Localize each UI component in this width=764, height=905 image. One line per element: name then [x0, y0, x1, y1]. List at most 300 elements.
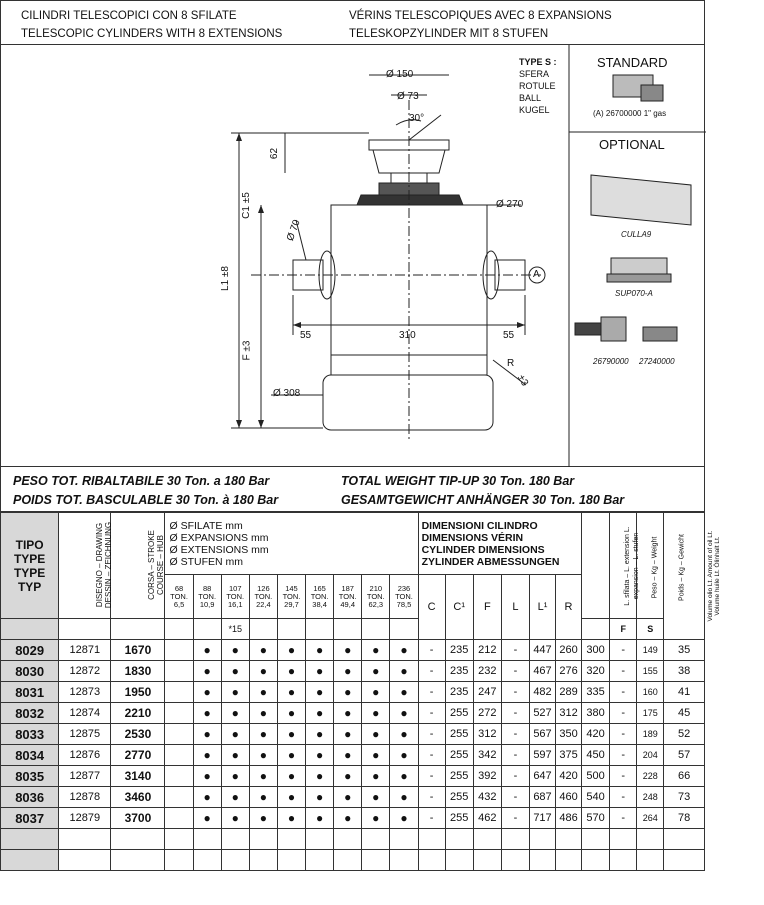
table-row — [1, 808, 705, 829]
tipo-de: TYP — [17, 579, 42, 594]
dim-d150: Ø 150 — [386, 69, 414, 80]
vol-cell: 66 — [664, 766, 705, 787]
note-cell-3 — [249, 619, 277, 640]
ext-col-label: L. sfilata – L. extension L. expansion – L. stufen — [624, 525, 641, 606]
weight-fr: POIDS TOT. BASCULABLE 30 Ton. à 180 Bar — [13, 493, 279, 507]
empty-cell — [390, 829, 418, 850]
empty-cell — [445, 829, 473, 850]
type-cell: 8036 — [1, 787, 59, 808]
c1-cell: 235 — [445, 640, 473, 661]
ext-cell: 570 — [582, 808, 610, 829]
c-cell: - — [418, 766, 445, 787]
table-row — [1, 682, 705, 703]
dim-d70: Ø 70 — [284, 218, 303, 243]
sfilate-de: Ø STUFEN mm — [169, 555, 243, 568]
r-cell: 420 — [556, 766, 582, 787]
stage-dot-5: ● — [306, 766, 334, 787]
stage-d-6: 187 — [341, 583, 354, 593]
ext-col-header — [582, 513, 641, 619]
drawing-cell: 12879 — [59, 808, 111, 829]
c-cell: - — [418, 640, 445, 661]
f-cell: 432 — [473, 787, 501, 808]
stage-dot-7: ● — [362, 724, 390, 745]
stroke-cell: 3700 — [111, 808, 165, 829]
stage-dot-7: ● — [362, 640, 390, 661]
optional-label: OPTIONAL — [599, 137, 665, 152]
type-cell: 8035 — [1, 766, 59, 787]
stage-dot-6: ● — [334, 640, 362, 661]
stroke-cell: 1830 — [111, 661, 165, 682]
note-cell-8 — [390, 619, 418, 640]
stage-dot-6: ● — [334, 661, 362, 682]
stage-dot-0 — [165, 682, 193, 703]
empty-cell — [249, 829, 277, 850]
empty-cell — [529, 829, 555, 850]
stroke-cell: 3140 — [111, 766, 165, 787]
dim-w55b: 55 — [503, 330, 515, 341]
stage-dot-6: ● — [334, 682, 362, 703]
l-cell: - — [501, 640, 529, 661]
l1-cell: 467 — [529, 661, 555, 682]
title-de: TELESKOPZYLINDER MIT 8 STUFEN — [349, 28, 549, 40]
poids-col-label: Poids – Kg – Gewicht — [678, 533, 686, 601]
l-cell: - — [501, 745, 529, 766]
vol-col-label: Volume olio Lt. Amount of oil Lt. Volume huile Lt. Ölinhalt Lt. — [707, 529, 722, 622]
stage-header-1 — [193, 575, 221, 619]
empty-cell — [582, 850, 610, 871]
header-row-1 — [1, 513, 705, 575]
stage-dot-1: ● — [193, 766, 221, 787]
stage-dot-2: ● — [221, 703, 249, 724]
stage-ton-3: TON. — [254, 591, 273, 601]
weight-s-cell: 155 — [637, 661, 664, 682]
l1-cell: 687 — [529, 787, 555, 808]
table-row — [1, 661, 705, 682]
stage-dot-6: ● — [334, 745, 362, 766]
stroke-cell: 1950 — [111, 682, 165, 703]
weight-f-cell: - — [610, 808, 637, 829]
stage-dot-1: ● — [193, 682, 221, 703]
stage-dot-2: ● — [221, 766, 249, 787]
stage-header-2 — [221, 575, 249, 619]
stage-dot-2: ● — [221, 724, 249, 745]
stage-dot-7: ● — [362, 745, 390, 766]
empty-cell — [390, 850, 418, 871]
ext-cell: 420 — [582, 724, 610, 745]
type-s-2: ROTULE — [519, 81, 556, 91]
stage-t-3: 22,4 — [256, 599, 271, 609]
dim-h62: 62 — [269, 147, 281, 160]
drawing-cell: 12874 — [59, 703, 111, 724]
c-cell: - — [418, 703, 445, 724]
stage-dot-8: ● — [390, 787, 418, 808]
weight-s-cell: 149 — [637, 640, 664, 661]
stage-dot-2: ● — [221, 682, 249, 703]
l1-cell: 447 — [529, 640, 555, 661]
dim-d73: Ø 73 — [397, 91, 419, 102]
empty-cell — [277, 829, 305, 850]
stage-dot-0 — [165, 703, 193, 724]
dim-label-1: C¹ — [445, 575, 473, 640]
r-cell: 289 — [556, 682, 582, 703]
empty-cell — [165, 850, 193, 871]
stage-dot-1: ● — [193, 724, 221, 745]
stage-dot-5: ● — [306, 661, 334, 682]
empty-cell — [582, 829, 610, 850]
stage-dot-7: ● — [362, 787, 390, 808]
stage-dot-6: ● — [334, 787, 362, 808]
stage-dot-3: ● — [249, 808, 277, 829]
stage-d-5: 165 — [313, 583, 326, 593]
r-cell: 486 — [556, 808, 582, 829]
stage-dot-8: ● — [390, 724, 418, 745]
technical-drawing-area — [0, 45, 705, 467]
weight-de: GESAMTGEWICHT ANHÄNGER 30 Ton. 180 Bar — [341, 493, 625, 507]
stage-d-7: 210 — [369, 583, 383, 593]
weight-s-cell: 189 — [637, 724, 664, 745]
stage-ton-1: TON. — [198, 591, 217, 601]
l1-cell: 567 — [529, 724, 555, 745]
ext-cell: 450 — [582, 745, 610, 766]
standard-caption: (A) 26700000 1" gas — [593, 109, 667, 118]
empty-cell — [59, 850, 111, 871]
stage-header-7 — [362, 575, 390, 619]
stage-dot-4: ● — [277, 724, 305, 745]
stroke-blank — [111, 619, 165, 640]
stage-dot-0 — [165, 787, 193, 808]
l-cell: - — [501, 787, 529, 808]
empty-row — [1, 850, 705, 871]
stage-dot-3: ● — [249, 724, 277, 745]
stage-dot-5: ● — [306, 640, 334, 661]
empty-cell — [306, 829, 334, 850]
stage-dot-3: ● — [249, 745, 277, 766]
empty-row — [1, 829, 705, 850]
stage-dot-0 — [165, 808, 193, 829]
empty-cell — [111, 850, 165, 871]
empty-cell — [221, 829, 249, 850]
f-cell: 247 — [473, 682, 501, 703]
stage-dot-3: ● — [249, 787, 277, 808]
stage-dot-3: ● — [249, 682, 277, 703]
empty-cell — [556, 829, 582, 850]
stage-dot-0 — [165, 661, 193, 682]
stage-header-3 — [249, 575, 277, 619]
weight-f-cell: - — [610, 661, 637, 682]
l-cell: - — [501, 808, 529, 829]
empty-cell — [362, 850, 390, 871]
stage-d-0: 68 — [174, 583, 184, 593]
empty-cell — [249, 850, 277, 871]
stage-ton-8: TON. — [395, 591, 413, 601]
marker-a: A — [533, 269, 540, 280]
empty-cell — [445, 850, 473, 871]
weight-s-cell: 204 — [637, 745, 664, 766]
stage-dot-5: ● — [306, 724, 334, 745]
stage-header-4 — [277, 575, 305, 619]
r-cell: 260 — [556, 640, 582, 661]
stage-ton-0: TON. — [170, 591, 188, 601]
stage-dot-2: ● — [221, 640, 249, 661]
part2-label: 27240000 — [639, 357, 675, 366]
stage-dot-1: ● — [193, 787, 221, 808]
weight-s-cell: 160 — [637, 682, 664, 703]
title-fr: VÉRINS TELESCOPIQUES AVEC 8 EXPANSIONS — [349, 10, 612, 22]
sfilate-en: Ø EXTENSIONS mm — [169, 543, 269, 556]
table-body — [1, 513, 722, 871]
stage-t-4: 29,7 — [284, 599, 299, 609]
table-row — [1, 745, 705, 766]
table-row — [1, 766, 705, 787]
c1-cell: 255 — [445, 808, 473, 829]
stage-t-5: 38,4 — [312, 599, 327, 609]
vol-cell: 45 — [664, 703, 705, 724]
stage-dot-4: ● — [277, 682, 305, 703]
r-cell: 276 — [556, 661, 582, 682]
drawing-cell: 12872 — [59, 661, 111, 682]
stage-dot-5: ● — [306, 745, 334, 766]
empty-cell — [334, 829, 362, 850]
stage-dot-0 — [165, 640, 193, 661]
empty-cell — [418, 850, 445, 871]
ext-cell: 335 — [582, 682, 610, 703]
dim-en: CYLINDER DIMENSIONS — [421, 543, 545, 556]
s-label: S — [637, 619, 664, 640]
stage-dot-4: ● — [277, 787, 305, 808]
page-header — [0, 0, 705, 45]
type-s-0: TYPE S : — [519, 57, 557, 67]
stage-dot-6: ● — [334, 766, 362, 787]
stage-dot-6: ● — [334, 808, 362, 829]
type-s-4: KUGEL — [519, 105, 550, 115]
type-cell: 8031 — [1, 682, 59, 703]
dim-f: F ±3 — [241, 340, 253, 361]
stage-dot-8: ● — [390, 808, 418, 829]
stage-dot-5: ● — [306, 787, 334, 808]
sup-label: SUP070-A — [615, 289, 653, 298]
sfilate-it: Ø SFILATE mm — [169, 519, 243, 532]
c1-cell: 255 — [445, 703, 473, 724]
stage-dot-4: ● — [277, 808, 305, 829]
empty-cell — [664, 850, 705, 871]
stage-dot-1: ● — [193, 640, 221, 661]
vol-cell: 57 — [664, 745, 705, 766]
stage-dot-2: ● — [221, 745, 249, 766]
sfilate-fr: Ø EXPANSIONS mm — [169, 531, 269, 544]
sfilate-header — [165, 513, 418, 575]
tipo-fr: TYPE — [13, 551, 46, 566]
ext-cell: 320 — [582, 661, 610, 682]
drawing-col-label: DISEGNO – DRAWING DESSIN – ZEICHNUNG — [95, 521, 114, 609]
stage-dot-3: ● — [249, 766, 277, 787]
stage-header-6 — [334, 575, 362, 619]
f-cell: 272 — [473, 703, 501, 724]
dim-label-3: L — [501, 575, 529, 640]
title-it: CILINDRI TELESCOPICI CON 8 SFILATE — [21, 10, 237, 22]
dim-rtol: ±3 — [515, 372, 531, 389]
l1-cell: 597 — [529, 745, 555, 766]
dim-w310: 310 — [399, 330, 416, 341]
empty-cell — [556, 850, 582, 871]
stage-dot-1: ● — [193, 745, 221, 766]
weight-f-cell: - — [610, 640, 637, 661]
dim-it: DIMENSIONI CILINDRO — [421, 519, 538, 532]
stage-dot-7: ● — [362, 766, 390, 787]
dim-angle: 30° — [409, 113, 425, 124]
tipo-blank — [1, 619, 59, 640]
vol-cell: 35 — [664, 640, 705, 661]
dim-label-5: R — [556, 575, 582, 640]
stage-ton-6: TON. — [338, 591, 357, 601]
type-s-1: SFERA — [519, 69, 550, 79]
stage-header-5 — [306, 575, 334, 619]
empty-cell — [664, 829, 705, 850]
stage-dot-2: ● — [221, 787, 249, 808]
empty-cell — [473, 829, 501, 850]
type-cell: 8033 — [1, 724, 59, 745]
drawing-col-header — [59, 513, 114, 619]
stage-dot-1: ● — [193, 661, 221, 682]
f-cell: 392 — [473, 766, 501, 787]
weight-f-cell: - — [610, 682, 637, 703]
f-cell: 232 — [473, 661, 501, 682]
empty-cell — [1, 829, 59, 850]
part1-label: 26790000 — [593, 357, 629, 366]
note-cell-6 — [334, 619, 362, 640]
dim-w55a: 55 — [300, 330, 312, 341]
type-s-3: BALL — [519, 93, 542, 103]
weight-en: TOTAL WEIGHT TIP-UP 30 Ton. 180 Bar — [341, 474, 575, 488]
peso-col-label: Peso – Kg – Weight — [651, 536, 659, 598]
dim-label-2: F — [473, 575, 501, 640]
weight-s-cell: 264 — [637, 808, 664, 829]
stage-d-8: 236 — [397, 583, 411, 593]
weight-s-cell: 248 — [637, 787, 664, 808]
tipo-header — [1, 513, 59, 619]
tipo-it: TIPO — [15, 537, 44, 552]
stage-dot-7: ● — [362, 808, 390, 829]
stage-dot-3: ● — [249, 640, 277, 661]
l-cell: - — [501, 766, 529, 787]
tipo-en: TYPE — [13, 565, 46, 580]
c1-cell: 255 — [445, 724, 473, 745]
dim-fr: DIMENSIONS VÉRIN — [421, 531, 524, 544]
dim-c1: C1 ±5 — [240, 192, 252, 219]
empty-cell — [501, 829, 529, 850]
l-cell: - — [501, 724, 529, 745]
stage-dot-7: ● — [362, 703, 390, 724]
empty-cell — [501, 850, 529, 871]
stage-dot-7: ● — [362, 682, 390, 703]
weight-f-cell: - — [610, 766, 637, 787]
empty-cell — [610, 850, 637, 871]
drawing-cell: 12871 — [59, 640, 111, 661]
title-en: TELESCOPIC CYLINDERS WITH 8 EXTENSIONS — [21, 28, 283, 40]
f-cell: 312 — [473, 724, 501, 745]
empty-cell — [59, 829, 111, 850]
ext-cell: 380 — [582, 703, 610, 724]
dim-label-4: L¹ — [529, 575, 555, 640]
type-cell: 8037 — [1, 808, 59, 829]
c1-cell: 255 — [445, 766, 473, 787]
empty-cell — [637, 850, 664, 871]
stage-dot-0 — [165, 745, 193, 766]
f-cell: 342 — [473, 745, 501, 766]
dim-de: ZYLINDER ABMESSUNGEN — [421, 555, 560, 568]
header-row-3 — [1, 619, 705, 640]
stage-dot-7: ● — [362, 661, 390, 682]
empty-cell — [306, 850, 334, 871]
dim-label-0: C — [418, 575, 445, 640]
stage-dot-0 — [165, 724, 193, 745]
l1-cell: 527 — [529, 703, 555, 724]
empty-cell — [334, 850, 362, 871]
stroke-cell: 1670 — [111, 640, 165, 661]
empty-cell — [529, 850, 555, 871]
l1-cell: 717 — [529, 808, 555, 829]
stage-dot-4: ● — [277, 766, 305, 787]
dim-l1: L1 ±8 — [219, 266, 231, 291]
ext-cell: 540 — [582, 787, 610, 808]
weight-f-cell: - — [610, 703, 637, 724]
type-cell: 8032 — [1, 703, 59, 724]
vol-cell: 78 — [664, 808, 705, 829]
vol-cell: 73 — [664, 787, 705, 808]
type-cell: 8029 — [1, 640, 59, 661]
r-cell: 312 — [556, 703, 582, 724]
empty-cell — [221, 850, 249, 871]
r-cell: 375 — [556, 745, 582, 766]
drawing-cell: 12878 — [59, 787, 111, 808]
dim-r: R — [507, 358, 515, 369]
stage-dot-5: ● — [306, 808, 334, 829]
l-cell: - — [501, 661, 529, 682]
r-cell: 350 — [556, 724, 582, 745]
stage-dot-4: ● — [277, 661, 305, 682]
stage-t-0: 6,5 — [173, 599, 185, 609]
l1-cell: 482 — [529, 682, 555, 703]
weight-s-cell: 175 — [637, 703, 664, 724]
table-row — [1, 787, 705, 808]
empty-cell — [277, 850, 305, 871]
c-cell: - — [418, 787, 445, 808]
dim-d308: Ø 308 — [273, 388, 301, 399]
stage-dot-3: ● — [249, 661, 277, 682]
c1-cell: 255 — [445, 787, 473, 808]
note-cell-1 — [193, 619, 221, 640]
note-cell-5 — [306, 619, 334, 640]
stage-t-8: 78,5 — [396, 599, 412, 609]
dim-d270: Ø 270 — [496, 199, 524, 210]
stage-ton-7: TON. — [366, 591, 385, 601]
stage-ton-2: TON. — [226, 591, 245, 601]
stage-t-2: 16,1 — [227, 599, 243, 609]
stage-dot-4: ● — [277, 745, 305, 766]
c1-cell: 235 — [445, 682, 473, 703]
table-row — [1, 703, 705, 724]
empty-cell — [610, 829, 637, 850]
stage-dot-8: ● — [390, 640, 418, 661]
stage-dot-5: ● — [306, 682, 334, 703]
cylinder-table — [0, 512, 722, 871]
ext-cell: 500 — [582, 766, 610, 787]
stage-dot-1: ● — [193, 808, 221, 829]
stage-t-6: 49,4 — [340, 599, 355, 609]
weight-s-cell: 228 — [637, 766, 664, 787]
stage-dot-8: ● — [390, 745, 418, 766]
drawing-blank — [59, 619, 111, 640]
vol-cell: 52 — [664, 724, 705, 745]
